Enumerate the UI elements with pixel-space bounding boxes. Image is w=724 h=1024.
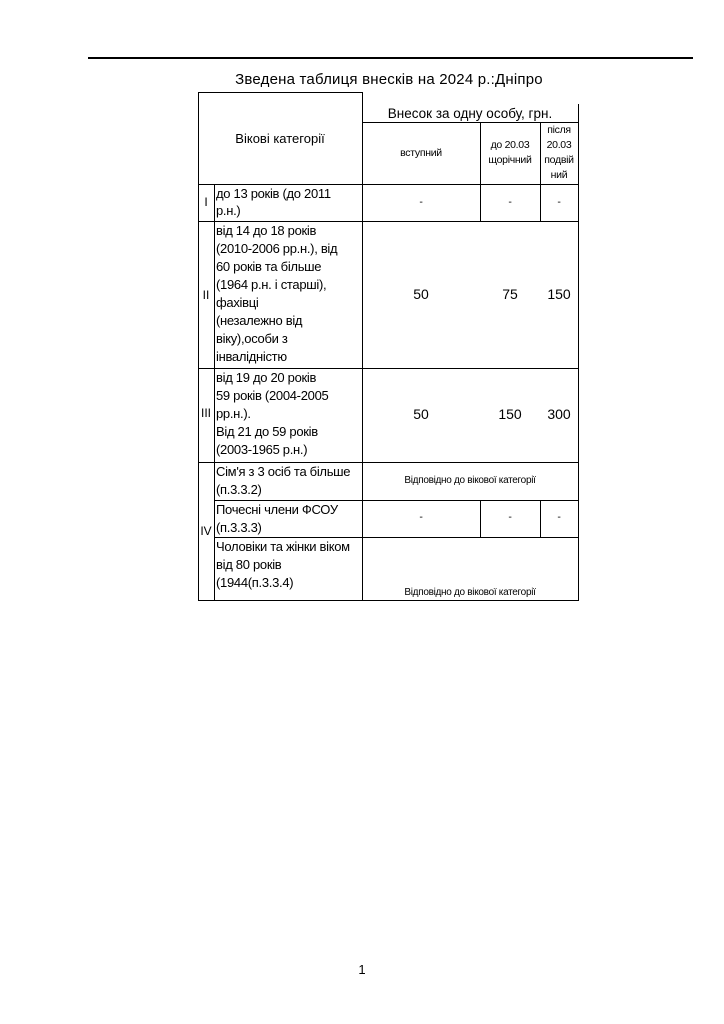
row-ii-roman: II (202, 288, 210, 302)
col-after-header-line2: 20.03 (546, 139, 572, 151)
row-iii-desc-line3: рр.н.). (216, 406, 251, 421)
header-group-underline (362, 122, 578, 123)
row-ii-desc-line6: (незалежно від (216, 313, 303, 328)
top-rule (88, 57, 693, 59)
header-divider (362, 92, 363, 601)
row-ii-desc-line4: (1964 р.н. і старші), (216, 277, 327, 292)
family-desc-line1: Сім'я з 3 осіб та більше (216, 464, 351, 479)
elderly-desc-line2: від 80 років (216, 557, 282, 572)
honorary-desc-line2: (п.3.3.3) (216, 520, 262, 535)
row-i-after: - (557, 196, 561, 208)
table-right-border (578, 104, 579, 601)
roman-column-divider (214, 184, 215, 601)
row-ii-before: 75 (502, 286, 518, 302)
row-i-desc-line2: р.н.) (216, 203, 241, 218)
family-note: Відповідно до вікової категорії (404, 475, 536, 486)
row-ii-desc-line1: від 14 до 18 років (216, 223, 317, 238)
row-ii-desc-line7: віку),особи з (216, 331, 288, 346)
row-ii-desc-line8: інвалідністю (216, 349, 287, 364)
row-iii-entry: 50 (413, 406, 429, 422)
contribution-group-header: Внесок за одну особу, грн. (387, 106, 553, 121)
page-number: 1 (358, 962, 366, 977)
row-iii-before: 150 (498, 406, 522, 422)
col-after-header-line3: подвій (544, 154, 574, 166)
row-iv-roman: IV (200, 524, 212, 538)
row-ii-desc-line5: фахівці (216, 295, 259, 310)
row-ii-desc-line2: (2010-2006 рр.н.), від (216, 241, 338, 256)
honorary-after: - (557, 511, 561, 523)
family-desc-line2: (п.3.3.2) (216, 482, 262, 497)
col-after-header-line1: після (547, 124, 571, 136)
page-title: Зведена таблиця внесків на 2024 р.:Дніпро (235, 71, 543, 88)
honorary-desc-line1: Почесні члени ФСОУ (216, 502, 338, 517)
row-iii-desc-line2: 59 років (2004-2005 (216, 388, 329, 403)
age-categories-header: Вікові категорії (235, 131, 325, 146)
row-i-roman: I (204, 195, 208, 209)
col-before-header-line2: щорічний (488, 154, 532, 166)
honorary-entry: - (419, 511, 423, 523)
row-i-entry: - (419, 196, 423, 208)
row-ii-entry: 50 (413, 286, 429, 302)
row-iii-after: 300 (547, 406, 571, 422)
row-i-desc-line1: до 13 років (до 2011 (216, 186, 331, 201)
row-i-before: - (508, 196, 512, 208)
table-top-border (198, 92, 362, 93)
honorary-before: - (508, 511, 512, 523)
row-ii-after: 150 (547, 286, 571, 302)
row-iii-desc-line1: від 19 до 20 років (216, 370, 317, 385)
col-entry-header: вступний (400, 147, 442, 159)
elderly-note: Відповідно до вікової категорії (404, 587, 536, 598)
col-after-header-line4: ний (550, 169, 568, 181)
row-ii-desc-line3: 60 років та більше (216, 259, 322, 274)
table-bottom-border (198, 600, 578, 601)
elderly-desc-line3: (1944(п.3.3.4) (216, 575, 294, 590)
row-iii-desc-line5: (2003-1965 р.н.) (216, 442, 308, 457)
row-iii-roman: III (200, 406, 211, 420)
row-iii-desc-line4: Від 21 до 59 років (216, 424, 318, 439)
elderly-desc-line1: Чоловіки та жінки віком (216, 539, 350, 554)
col-before-header-line1: до 20.03 (490, 139, 530, 151)
